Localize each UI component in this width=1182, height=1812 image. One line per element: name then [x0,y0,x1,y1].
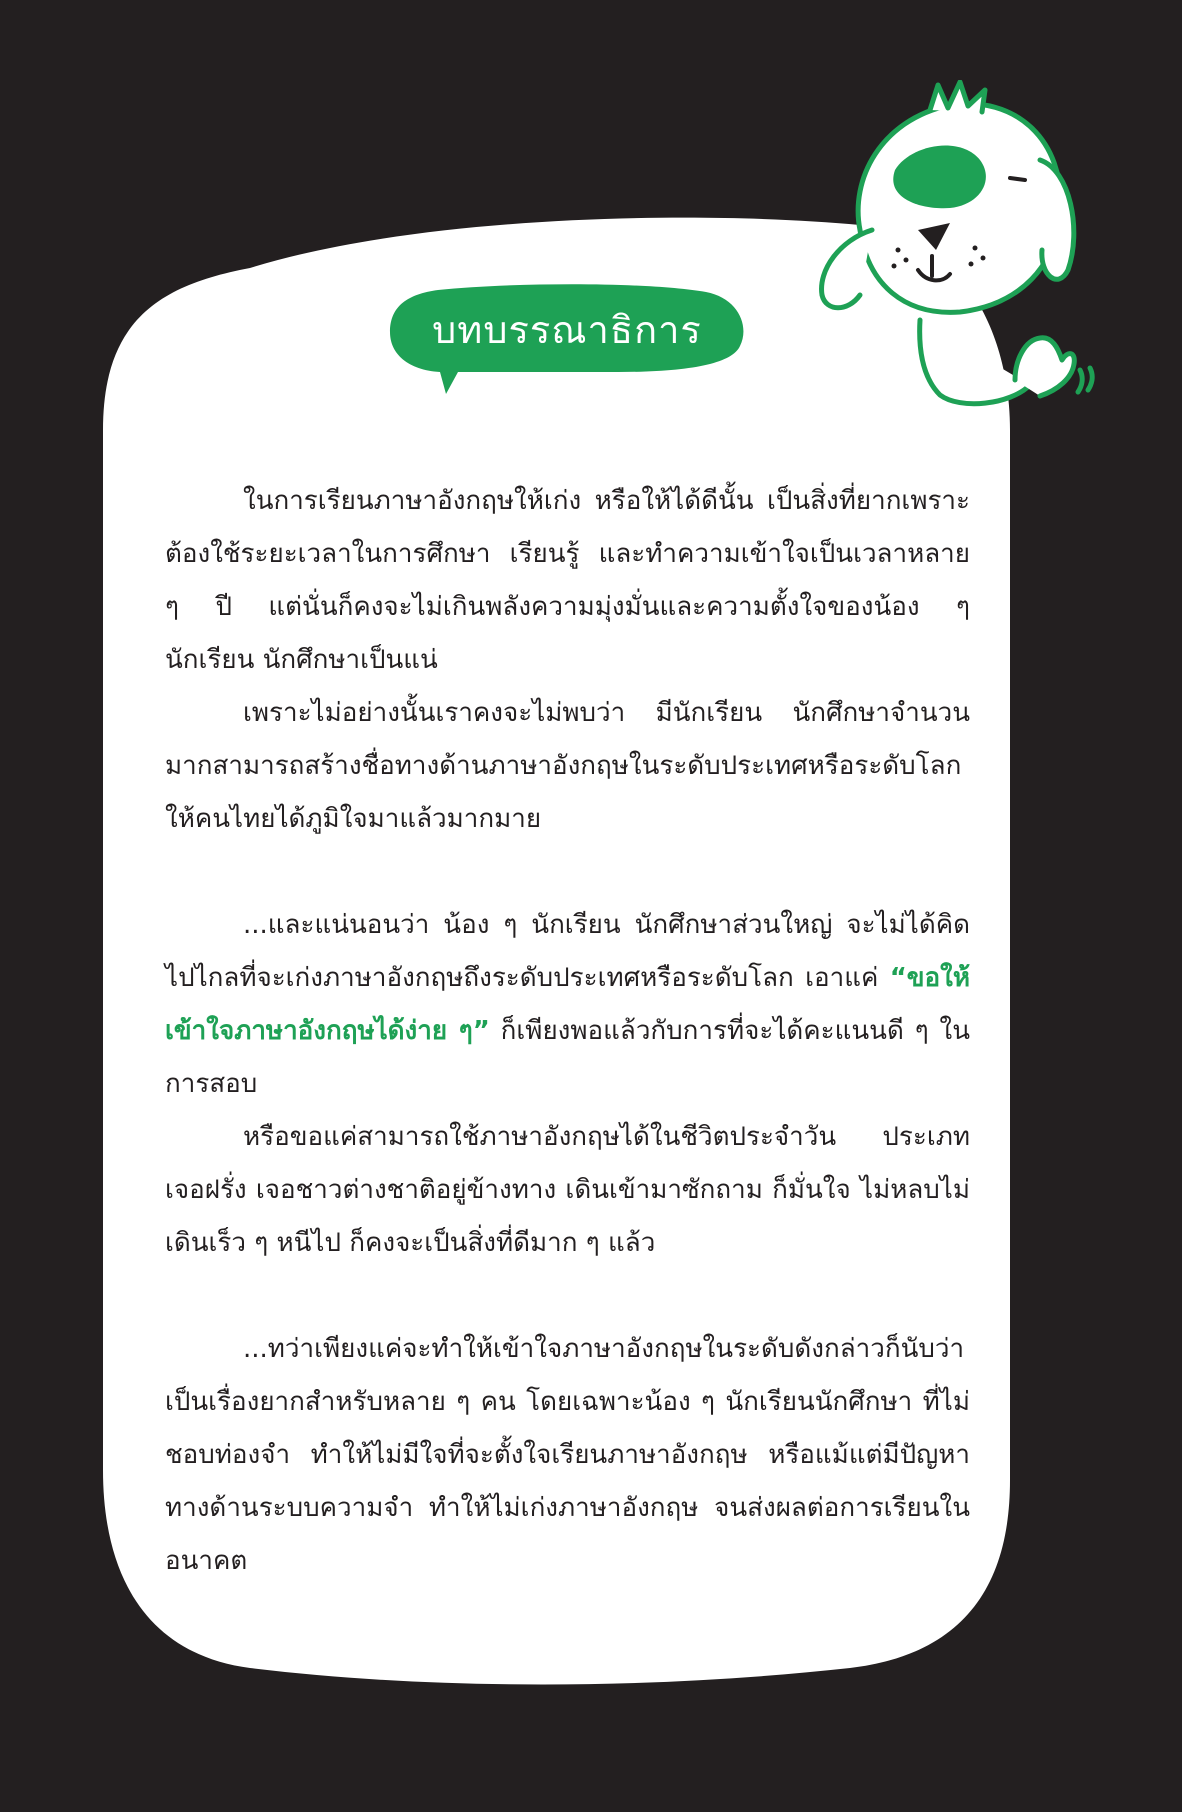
editorial-body [165,475,970,1588]
highlighted-quote: “ขอให้เข้าใจภาษาอังกฤษได้ง่าย ๆ” [165,963,970,1046]
page-title: บทบรรณาธิการ [432,308,702,352]
paragraph: ในการเรียนภาษาอังกฤษให้เก่ง หรือให้ได้ดีนั้น เป็นสิ่งที่ยากเพราะต้องใช้ระยะเวลาในการศึกษา เรียนรู้ และทำความเข้าใจเป็นเวลาหลาย ๆ ปี แต่นั่นก็คงจะไม่เกินพลังความมุ่งมั่นและความตั้งใจของน้อง ๆ นักเรียน นักศึกษาเป็นแน่ [165,486,970,675]
paragraph-text: ...และแน่นอนว่า น้อง ๆ นักเรียน นักศึกษาส่วนใหญ่ จะไม่ได้คิดไปไกลที่จะเก่งภาษาอังกฤษถึงระดับประเทศหรือระดับโลก เอาแค่ [165,910,970,993]
cartoon-dog-icon [800,80,1100,420]
paragraph: หรือขอแค่สามารถใช้ภาษาอังกฤษได้ในชีวิตประจำวัน ประเภทเจอฝรั่ง เจอชาวต่างชาติอยู่ข้างทาง เดินเข้ามาซักถาม ก็มั่นใจ ไม่หลบไม่เดินเร็ว ๆ หนีไป ก็คงจะเป็นสิ่งที่ดีมาก ๆ แล้ว [165,1122,970,1258]
paragraph-text: ก็เพียงพอแล้วกับการที่จะได้คะแนนดี ๆ ในการสอบ [165,1016,970,1099]
paragraph: เพราะไม่อย่างนั้นเราคงจะไม่พบว่า มีนักเรียน นักศึกษาจำนวนมากสามารถสร้างชื่อทางด้านภาษาอังกฤษในระดับประเทศหรือระดับโลกให้คนไทยได้ภูมิใจมาแล้วมากมาย [165,698,970,834]
paragraph: ...ทว่าเพียงแค่จะทำให้เข้าใจภาษาอังกฤษในระดับดังกล่าวก็นับว่าเป็นเรื่องยากสำหรับหลาย ๆ คน โดยเฉพาะน้อง ๆ นักเรียนนักศึกษา ที่ไม่ชอบท่องจำ ทำให้ไม่มีใจที่จะตั้งใจเรียนภาษาอังกฤษ หรือแม้แต่มีปัญหาทางด้านระบบความจำ ทำให้ไม่เก่งภาษาอังกฤษ จนส่งผลต่อการเรียนในอนาคต [165,1334,970,1576]
paragraph [165,899,970,1111]
